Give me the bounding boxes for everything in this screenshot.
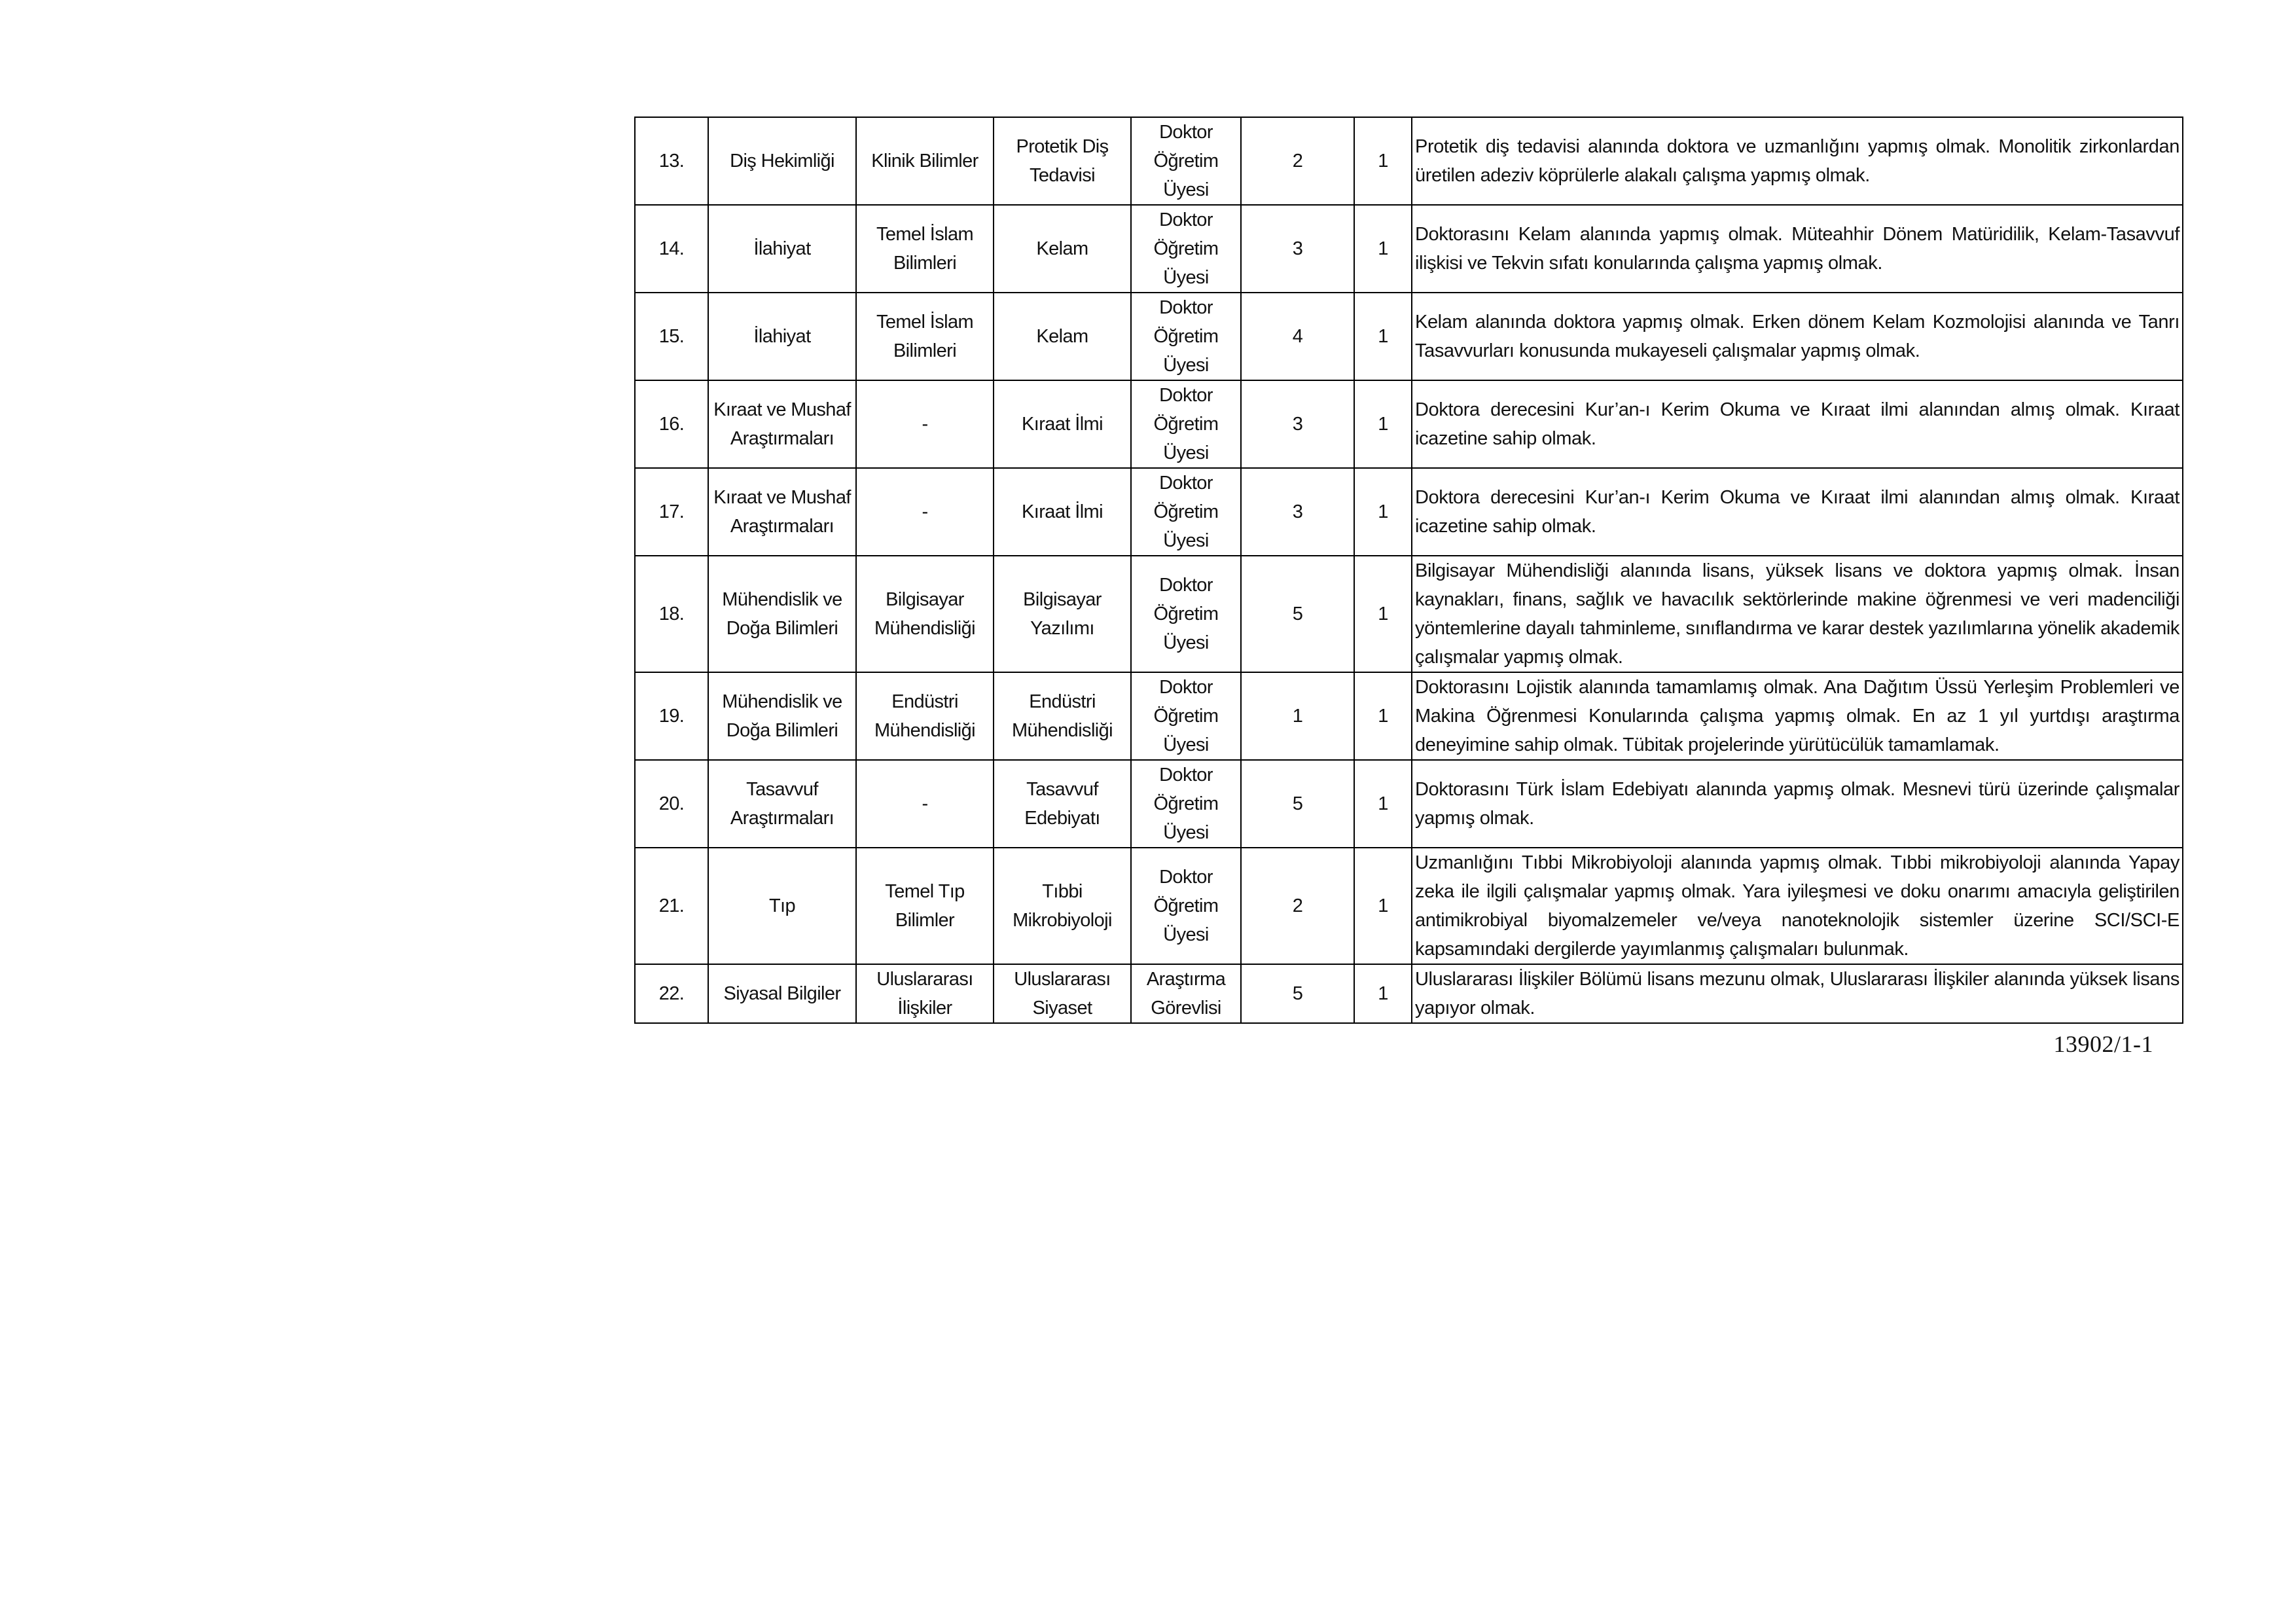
faculty-cell: İlahiyat xyxy=(708,293,856,380)
faculty-cell: Mühendislik ve Doğa Bilimleri xyxy=(708,672,856,760)
field-cell: Endüstri Mühendisliği xyxy=(994,672,1131,760)
table-row xyxy=(635,848,2183,964)
table-row xyxy=(635,293,2183,380)
field-cell: Tıbbi Mikrobiyoloji xyxy=(994,848,1131,964)
faculty-cell: Kıraat ve Mushaf Araştırmaları xyxy=(708,380,856,468)
department-cell: - xyxy=(856,380,994,468)
document-code: 13902/1-1 xyxy=(2053,1031,2153,1057)
degree-cell: 3 xyxy=(1241,468,1354,556)
table-row xyxy=(635,760,2183,848)
degree-cell: 5 xyxy=(1241,760,1354,848)
row-number: 18. xyxy=(635,556,708,672)
row-number: 21. xyxy=(635,848,708,964)
row-number: 22. xyxy=(635,964,708,1023)
requirements-cell: Doktora derecesini Kur’an-ı Kerim Okuma ve Kıraat ilmi alanından almış olmak. Kıraat icazetine sahip olmak. xyxy=(1412,380,2183,468)
position-cell: Araştırma Görevlisi xyxy=(1131,964,1241,1023)
department-cell: Endüstri Mühendisliği xyxy=(856,672,994,760)
requirements-cell: Protetik diş tedavisi alanında doktora ve uzmanlığını yapmış olmak. Monolitik zirkonlardan üretilen adeziv köprülerle alakalı çalışma yapmış olmak. xyxy=(1412,117,2183,205)
field-cell: Tasavvuf Edebiyatı xyxy=(994,760,1131,848)
count-cell: 1 xyxy=(1354,760,1412,848)
degree-cell: 5 xyxy=(1241,556,1354,672)
count-cell: 1 xyxy=(1354,380,1412,468)
degree-cell: 2 xyxy=(1241,117,1354,205)
degree-cell: 3 xyxy=(1241,205,1354,293)
positions-table xyxy=(634,117,2183,1024)
field-cell: Kelam xyxy=(994,205,1131,293)
requirements-cell: Doktorasını Türk İslam Edebiyatı alanında yapmış olmak. Mesnevi türü üzerinde çalışmalar yapmış olmak. xyxy=(1412,760,2183,848)
faculty-cell: Mühendislik ve Doğa Bilimleri xyxy=(708,556,856,672)
field-cell: Kıraat İlmi xyxy=(994,380,1131,468)
department-cell: Temel Tıp Bilimler xyxy=(856,848,994,964)
row-number: 17. xyxy=(635,468,708,556)
position-cell: Doktor Öğretim Üyesi xyxy=(1131,293,1241,380)
field-cell: Protetik Diş Tedavisi xyxy=(994,117,1131,205)
department-cell: Bilgisayar Mühendisliği xyxy=(856,556,994,672)
table-row xyxy=(635,964,2183,1023)
row-number: 16. xyxy=(635,380,708,468)
table-row xyxy=(635,117,2183,205)
department-cell: Temel İslam Bilimleri xyxy=(856,293,994,380)
requirements-cell: Doktorasını Lojistik alanında tamamlamış olmak. Ana Dağıtım Üssü Yerleşim Problemleri ve Makina Öğrenmesi Konularında çalışma yapmış olmak. En az 1 yıl yurtdışı araştırma deneyimine sahip olmak. Tübitak projelerinde yürütücülük tamamlamak. xyxy=(1412,672,2183,760)
faculty-cell: Kıraat ve Mushaf Araştırmaları xyxy=(708,468,856,556)
table-row xyxy=(635,556,2183,672)
row-number: 15. xyxy=(635,293,708,380)
requirements-cell: Kelam alanında doktora yapmış olmak. Erken dönem Kelam Kozmolojisi alanında ve Tanrı Tasavvurları konusunda mukayeseli çalışmalar yapmış olmak. xyxy=(1412,293,2183,380)
degree-cell: 5 xyxy=(1241,964,1354,1023)
table-row xyxy=(635,468,2183,556)
department-cell: - xyxy=(856,760,994,848)
field-cell: Uluslararası Siyaset xyxy=(994,964,1131,1023)
row-number: 13. xyxy=(635,117,708,205)
requirements-cell: Doktora derecesini Kur’an-ı Kerim Okuma ve Kıraat ilmi alanından almış olmak. Kıraat icazetine sahip olmak. xyxy=(1412,468,2183,556)
department-cell: Klinik Bilimler xyxy=(856,117,994,205)
department-cell: Temel İslam Bilimleri xyxy=(856,205,994,293)
count-cell: 1 xyxy=(1354,293,1412,380)
position-cell: Doktor Öğretim Üyesi xyxy=(1131,205,1241,293)
degree-cell: 3 xyxy=(1241,380,1354,468)
count-cell: 1 xyxy=(1354,205,1412,293)
row-number: 14. xyxy=(635,205,708,293)
position-cell: Doktor Öğretim Üyesi xyxy=(1131,380,1241,468)
requirements-cell: Uzmanlığını Tıbbi Mikrobiyoloji alanında yapmış olmak. Tıbbi mikrobiyoloji alanında Yapay zeka ile ilgili çalışmalar yapmış olmak. Yara iyileşmesi ve doku onarımı amacıyla geliştirilen antimikrobiyal biyomalzemeler ve/veya nanoteknolojik sistemler üzerine SCI/SCI-E kapsamındaki dergilerde yayımlanmış çalışmaları bulunmak. xyxy=(1412,848,2183,964)
faculty-cell: Siyasal Bilgiler xyxy=(708,964,856,1023)
degree-cell: 1 xyxy=(1241,672,1354,760)
count-cell: 1 xyxy=(1354,556,1412,672)
position-cell: Doktor Öğretim Üyesi xyxy=(1131,117,1241,205)
count-cell: 1 xyxy=(1354,672,1412,760)
count-cell: 1 xyxy=(1354,848,1412,964)
field-cell: Kıraat İlmi xyxy=(994,468,1131,556)
position-cell: Doktor Öğretim Üyesi xyxy=(1131,468,1241,556)
degree-cell: 4 xyxy=(1241,293,1354,380)
degree-cell: 2 xyxy=(1241,848,1354,964)
faculty-cell: İlahiyat xyxy=(708,205,856,293)
department-cell: - xyxy=(856,468,994,556)
table-row xyxy=(635,380,2183,468)
faculty-cell: Tasavvuf Araştırmaları xyxy=(708,760,856,848)
faculty-cell: Tıp xyxy=(708,848,856,964)
faculty-cell: Diş Hekimliği xyxy=(708,117,856,205)
row-number: 20. xyxy=(635,760,708,848)
row-number: 19. xyxy=(635,672,708,760)
count-cell: 1 xyxy=(1354,468,1412,556)
position-cell: Doktor Öğretim Üyesi xyxy=(1131,848,1241,964)
position-cell: Doktor Öğretim Üyesi xyxy=(1131,556,1241,672)
position-cell: Doktor Öğretim Üyesi xyxy=(1131,760,1241,848)
requirements-cell: Uluslararası İlişkiler Bölümü lisans mezunu olmak, Uluslararası İlişkiler alanında yüksek lisans yapıyor olmak. xyxy=(1412,964,2183,1023)
table-row xyxy=(635,672,2183,760)
department-cell: Uluslararası İlişkiler xyxy=(856,964,994,1023)
count-cell: 1 xyxy=(1354,964,1412,1023)
field-cell: Bilgisayar Yazılımı xyxy=(994,556,1131,672)
announcement-table-container xyxy=(634,117,2182,1024)
field-cell: Kelam xyxy=(994,293,1131,380)
requirements-cell: Bilgisayar Mühendisliği alanında lisans, yüksek lisans ve doktora yapmış olmak. İnsan kaynakları, finans, sağlık ve havacılık sektörlerinde makine öğrenmesi ve veri madenciliği yöntemlerine dayalı tahminleme, sınıflandırma ve karar destek yazılımlarına yönelik akademik çalışmalar yapmış olmak. xyxy=(1412,556,2183,672)
table-row xyxy=(635,205,2183,293)
count-cell: 1 xyxy=(1354,117,1412,205)
position-cell: Doktor Öğretim Üyesi xyxy=(1131,672,1241,760)
requirements-cell: Doktorasını Kelam alanında yapmış olmak. Müteahhir Dönem Matüridilik, Kelam-Tasavvuf ilişkisi ve Tekvin sıfatı konularında çalışma yapmış olmak. xyxy=(1412,205,2183,293)
